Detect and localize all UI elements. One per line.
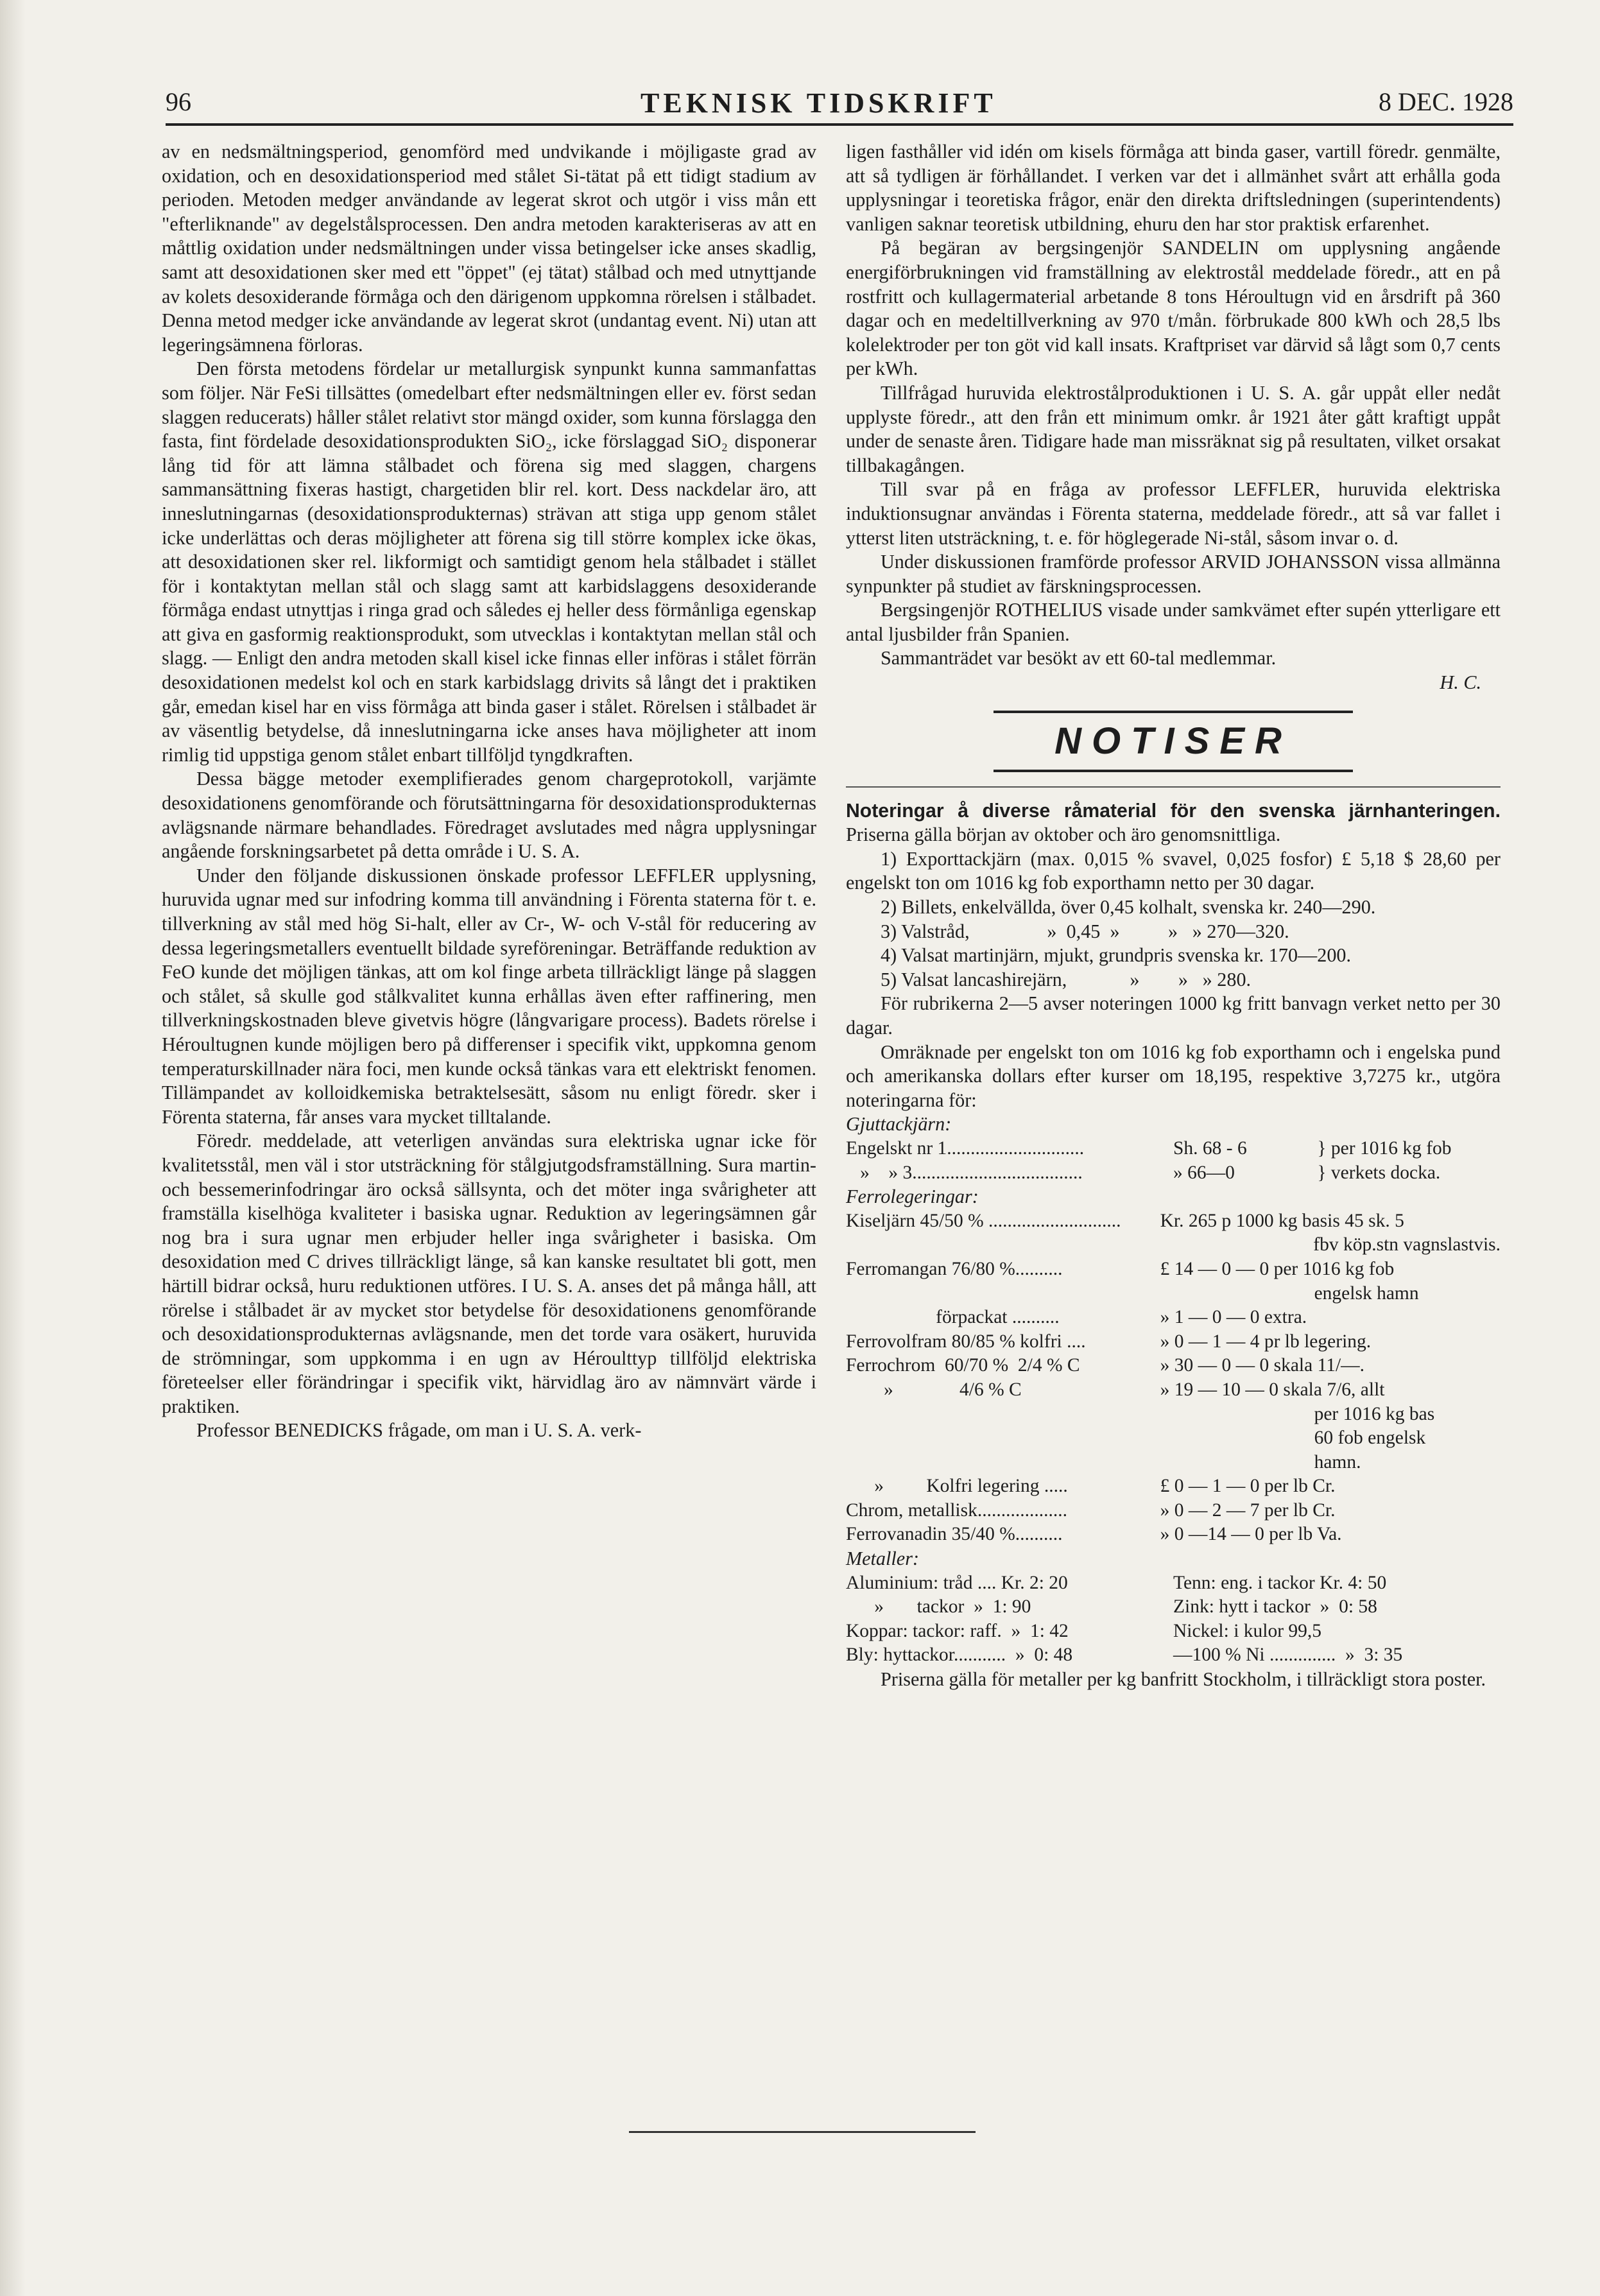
table-cell: förpackat .......... (846, 1307, 1060, 1328)
table-cell: Bly: hyttackor........... » 0: 48 (846, 1644, 1073, 1666)
metals-table (846, 1571, 1501, 1668)
table-cell: per 1016 kg bas (1314, 1403, 1435, 1424)
price-item: 1) Exporttackjärn (max. 0,015 % svavel, 0,025 fosfor) £ 5,18 $ 28,60 per engelskt ton om 1016 kg fob exporthamn netto per 30 dagar. (846, 847, 1501, 894)
price-note: Omräknade per engelskt ton om 1016 kg fob exporthamn och i engelska pund och amerikanska dollars efter kurser om 18,195, respektive 3,7275 kr., utgöra noteringarna för: (846, 1040, 1501, 1111)
paragraph: Tillfrågad huruvida elektrostålproduktionen i U. S. A. går uppåt eller nedåt upplyste föredr., att den från ett minimum omkr. år 1921 åter gått kraftigt uppåt under de senaste åren. Tidigare hade man missräknat sig på resultaten, vilket orsakat tillbakagången. (846, 381, 1501, 476)
paragraph: Dessa bägge metoder exemplifierades genom chargeprotokoll, varjämte desoxidationens genomförande och förutsättningarna för desoxidationsprodukternas avlägsnande närmare behandlades. Föredraget avslutades med några upplysningar angående forskningsarbetet på detta område i U. S. A. (162, 768, 816, 863)
price-item: 3) Valstråd, » 0,45 » » » 270—320. (881, 920, 1289, 942)
table-row (846, 1426, 1501, 1451)
table-cell: » 0 —14 — 0 per lb Va. (1160, 1524, 1342, 1545)
paragraph: Professor BENEDICKS frågade, om man i U. S. A. verk- (196, 1419, 642, 1442)
table-row (846, 1306, 1501, 1330)
price-item: 2) Billets, enkelvällda, över 0,45 kolhalt, svenska kr. 240—290. (881, 896, 1376, 919)
table-cell: Tenn: eng. i tackor Kr. 4: 50 (1173, 1572, 1387, 1593)
table-cell: » 4/6 % C (846, 1379, 1022, 1400)
table-cell: Ferrochrom 60/70 % 2/4 % C (846, 1355, 1080, 1376)
table-row (846, 1403, 1501, 1427)
table-cell: » 66—0 (1173, 1162, 1235, 1183)
table-cell (846, 1451, 1160, 1475)
table-cell: hamn. (1314, 1451, 1361, 1472)
table-cell: } verkets docka. (1317, 1162, 1441, 1183)
journal-title: TEKNISK TIDSKRIFT (641, 87, 997, 119)
notice-heading: Noteringar å diverse råmaterial för den svenska järnhanteringen. (846, 800, 1501, 822)
paragraph: Föredr. meddelade, att veterligen användas sura elektriska ugnar icke för kvalitetsstål, men väl i stor utsträckning för stålgjutgodsframställning. Sura martin- och bessemerinfodringar äro också sällsynta, och det möter inga svårigheter att framställa kiselhöga kvaliteter i basiska ugnar. Reduktion av legeringsämnen går nog bra i sura ugnar men erbjuder heller inga svårigheter i basiska. Om desoxidation med C drives tillräckligt länge, så kan kanske resultatet bli gott, men härtill bidrar också, huru reduktionen utföres. I U. S. A. anses det på många håll, att rörelse i stålbadet är av mycket stor betydelse för desoxidationens genomförande och desoxidationsprodukternas avlägsnande, men det torde vara osäkert, huruvida de strömningar, som uppkomma i en ugn av Héroulttyp tillföljd elektriska företeelser eller förändringar i specifik vikt, härvidlag äro av nämnvärt värde i praktiken. (162, 1130, 816, 1417)
ferroalloy-table (846, 1209, 1501, 1547)
table-cell: 60 fob engelsk (1314, 1428, 1426, 1449)
notice-lead-text: Priserna gälla början av oktober och äro genomsnittliga. (846, 824, 1281, 846)
page-edge (0, 0, 26, 2296)
table-row (846, 1354, 1501, 1378)
paragraph: ligen fasthåller vid idén om kisels förmåga att binda gaser, vartill föredr. genmälte, att så tydligen är förhållandet. I verken var det i allmänhet svårt att erhålla goda upplysningar i teoretiska frågor, enär den direkta driftsledningen (superintendents) vanligen saknar teoretisk utbildning, ehuru den har stor praktisk erfarenhet. (846, 141, 1501, 235)
table-cell: » » 3.................................... (846, 1162, 1083, 1183)
table-row (846, 1209, 1501, 1234)
issue-date: 8 DEC. 1928 (1379, 87, 1513, 116)
table-cell: » 30 — 0 — 0 skala 11/—. (1160, 1355, 1365, 1376)
table-cell: Aluminium: tråd .... Kr. 2: 20 (846, 1572, 1068, 1593)
table-cell: » Kolfri legering ..... (846, 1476, 1068, 1497)
left-column (162, 140, 816, 1443)
table-row (846, 1378, 1501, 1403)
table-row (846, 1643, 1501, 1668)
table-row (846, 1451, 1501, 1475)
table-cell: » 0 — 1 — 4 pr lb legering. (1160, 1331, 1372, 1352)
table-cell: » 19 — 10 — 0 skala 7/6, allt (1160, 1379, 1385, 1400)
right-column (846, 140, 1501, 1692)
table-cell: £ 14 — 0 — 0 per 1016 kg fob (1160, 1258, 1395, 1279)
table-row (846, 1330, 1501, 1354)
table-cell: » tackor » 1: 90 (846, 1596, 1031, 1618)
footer-rule (629, 2131, 976, 2133)
table-cell: Koppar: tackor: raff. » 1: 42 (846, 1620, 1069, 1641)
table-cell: Ferrovanadin 35/40 %.......... (846, 1524, 1063, 1545)
paragraph: På begäran av bergsingenjör SANDELIN om upplysning angående energiförbrukningen vid framställning av elektrostål meddelade föredr., att en på rostfritt och kullagermaterial arbetande 8 tons Héroultugn vid en årsdrift på 360 dagar och en medeltillverkning av 970 t/mån. förbrukade 800 kWh och 28,5 lbs kolelektroder per ton göt vid kall insats. Kraftpriset var därvid så lågt som 0,7 cents per kWh. (846, 237, 1501, 380)
subheading-ferroalloys: Ferrolegeringar: (846, 1186, 979, 1208)
price-item: 4) Valsat martinjärn, mjukt, grundpris svenska kr. 170—200. (881, 944, 1352, 967)
table-cell (846, 1426, 1160, 1451)
table-row (846, 1595, 1501, 1619)
table-cell (846, 1233, 1160, 1257)
table-row (846, 1619, 1501, 1644)
header-rule (166, 123, 1513, 126)
table-cell (846, 1282, 1160, 1306)
table-cell: » 0 — 2 — 7 per lb Cr. (1160, 1499, 1336, 1521)
table-cell (846, 1403, 1160, 1427)
table-cell: Kr. 265 p 1000 kg basis 45 sk. 5 (1160, 1210, 1404, 1231)
pig-iron-table (846, 1137, 1501, 1185)
notiser-banner (994, 711, 1353, 772)
section-rule (846, 786, 1501, 788)
table-row (846, 1571, 1501, 1596)
price-item: 5) Valsat lancashirejärn, » » » 280. (881, 968, 1252, 990)
paragraph: Den första metodens fördelar ur metallurgisk synpunkt kunna sammanfattas som följer. När FeSi tillsättes (omedelbart efter nedsmältningen eller ev. först sedan slaggen reducerats) håller stålet relativt stor mängd oxider, som kunna förslagga den fasta, fint fördelade desoxidationsprodukten SiO₂, icke förslaggad SiO₂ disponerar lång tid för att lämna stålbadet och förena sig med slaggen, chargens sammansättning fixeras hastigt, chargetiden blir rel. kort. Dess nackdelar äro, att inneslutningarnas (desoxidationsprodukternas) strävan att stiga upp genom stålet icke underlättas och deras möjligheter att förena sig till större komplex icke ökas, att desoxidationen sker rel. likformigt och samtidigt genom hela stålbadet i stället för i kontaktytan mellan stål och slagg samt att karbidslaggens desoxiderande förmåga endast utnyttjas i ringa grad och således ej heller dess förmånliga egenskap att giva en gasformig reaktionsprodukt, som utvecklas i kontaktytan mellan stål och slagg. — Enligt den andra metoden skall kisel icke finnas eller införas i stålet förrän desoxidationen medelst kol och en stark karbidslagg drivits så långt det i praktiken går, emedan kisel har en viss förmåga att binda gaser i stålet. Rörelsen i stålbadet är av väsentlig betydelse, då inneslutningarna icke anses hava möjligheter att inom rimlig tid uppstiga genom stålet enbart tillföljd tyngdkraften. (162, 358, 816, 766)
table-cell: Sh. 68 - 6 (1173, 1137, 1247, 1159)
table-cell: engelsk hamn (1314, 1282, 1419, 1304)
table-row (846, 1474, 1501, 1499)
subheading-metals: Metaller: (846, 1548, 919, 1570)
table-row (846, 1161, 1501, 1186)
paragraph: Under diskussionen framförde professor ARVID JOHANSSON vissa allmänna synpunkter på studiet av färskningsprocessen. (846, 551, 1501, 597)
table-cell: £ 0 — 1 — 0 per lb Cr. (1160, 1476, 1336, 1497)
closing-note: Priserna gälla för metaller per kg banfritt Stockholm, i tillräckligt stora poster. (881, 1668, 1486, 1691)
paragraph: Sammanträdet var besökt av ett 60-tal medlemmar. (881, 647, 1277, 669)
price-note: För rubrikerna 2—5 avser noteringen 1000 kg fritt banvagn verket netto per 30 dagar. (846, 992, 1501, 1039)
table-cell: Ferromangan 76/80 %.......... (846, 1258, 1063, 1279)
paragraph: Till svar på en fråga av professor LEFFLER, huruvida elektriska induktionsugnar användas i Förenta staterna, meddelade föredr., att så var fallet i ytterst liten utsträckning, t. e. för höglegerade Ni-stål, såsom invar o. d. (846, 478, 1501, 549)
table-row (846, 1282, 1501, 1306)
notice-lead (846, 799, 1501, 847)
table-cell: Kiseljärn 45/50 % ............................ (846, 1210, 1121, 1231)
table-row (846, 1499, 1501, 1523)
paragraph: av en nedsmältningsperiod, genomförd med undvikande i möjligaste grad av oxidation, och en desoxidationsperiod med stålet Si-tätat på ett tidigt stadium av perioden. Metoden medger användande av legerat skrot och utgör i viss mån ett "efterliknande" av degelstålsprocessen. Den andra metoden karakteriseras av att en måttlig oxidation under nedsmältningen under vissa betingelser icke anses skadlig, samt att desoxidationen sker med ett "öppet" (ej tätat) stålbad och med utnyttjande av kolets desoxiderande förmåga och den därigenom uppkomna rörelsen i stålbadet. Denna metod medger icke användande av legerat skrot (undantag event. Ni) utan att legeringsämnena förloras. (162, 141, 816, 356)
table-cell: } per 1016 kg fob (1317, 1137, 1452, 1159)
table-cell: —100 % Ni .............. » 3: 35 (1173, 1644, 1403, 1666)
table-cell: Chrom, metallisk................... (846, 1499, 1067, 1521)
table-cell: Ferrovolfram 80/85 % kolfri .... (846, 1331, 1086, 1352)
table-cell: fbv köp.stn vagnslastvis. (1313, 1234, 1501, 1256)
paragraph: Bergsingenjör ROTHELIUS visade under samkvämet efter supén ytterligare ett antal ljusbilder från Spanien. (846, 599, 1501, 645)
table-row (846, 1523, 1501, 1547)
notiser-title: NOTISER (1054, 720, 1292, 762)
table-cell: Zink: hytt i tackor » 0: 58 (1173, 1596, 1377, 1618)
table-cell: Nickel: i kulor 99,5 (1173, 1620, 1322, 1641)
table-row (846, 1233, 1501, 1257)
signature: H. C. (1440, 671, 1481, 694)
paragraph: Under den följande diskussionen önskade professor LEFFLER upplysning, huruvida ugnar med sur infodring komma till användning i Förenta staterna för t. e. tillverkning av stål med hög Si-halt, eller av Cr-, W- och V-stål för reducering av dessa legeringsmetallers eventuellt bildade syreföreningar. Beträffande reduktion av FeO kunde det möjligen tänkas, att om kol finge arbeta tillräckligt länge på slaggen och stålet, så skulle god stålkvalitet kunna erhållas även efter raffinering, men tillverkningskostnaden bleve givetvis högre (långvarigare process). Badets rörelse i Héroultugnen kunde möjligen bero på differenser i specifik vikt, uppkomna genom temperaturskillnader nära foci, men kunde också tänkas vara ett elektriskt fenomen. Tillämpandet av kolloidkemiska betraktelsesätt, såsom nu enligt föredr. sker i Förenta staterna, får anses vara mycket tilltalande. (162, 864, 816, 1128)
table-row (846, 1257, 1501, 1282)
page-number: 96 (166, 87, 191, 116)
table-row (846, 1137, 1501, 1161)
table-cell: Engelskt nr 1............................. (846, 1137, 1085, 1159)
table-cell: » 1 — 0 — 0 extra. (1160, 1307, 1307, 1328)
subheading-pig-iron: Gjuttackjärn: (846, 1113, 952, 1135)
